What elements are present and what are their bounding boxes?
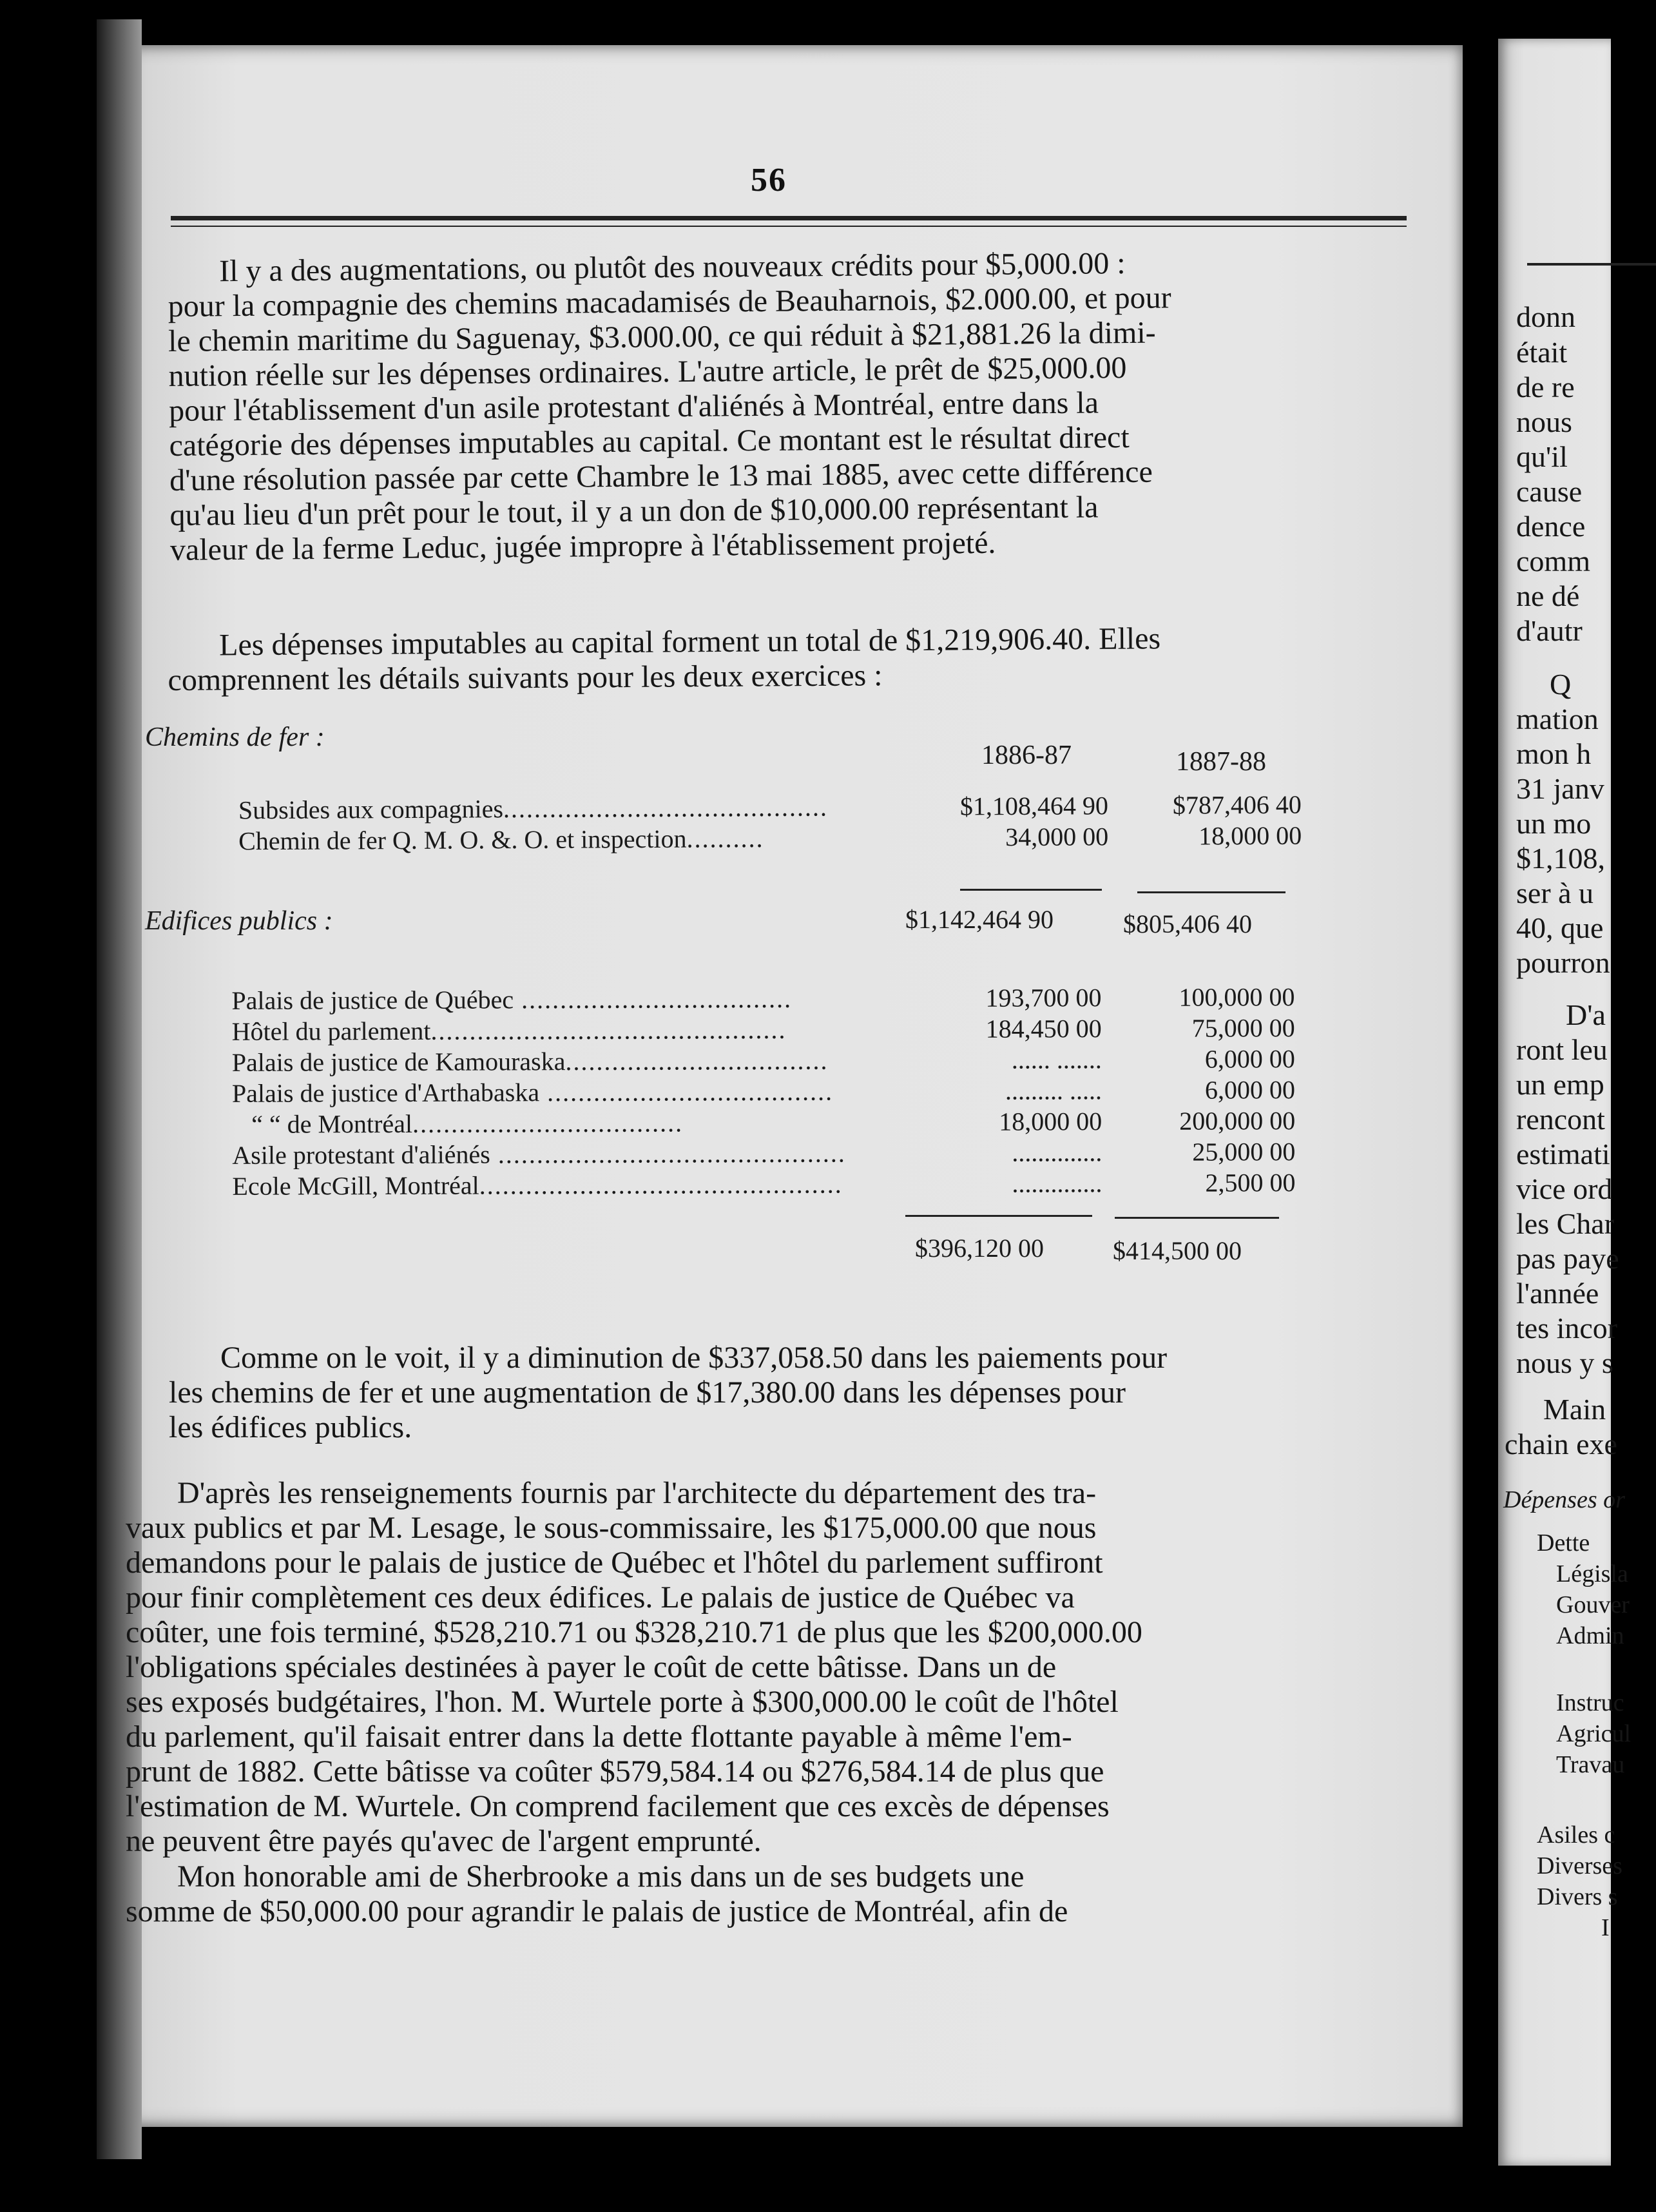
right-list-item: Travau [1556,1751,1625,1778]
row-label: Ecole McGill, Montréal [232,1170,479,1201]
right-text-line: ne dé [1516,579,1580,612]
leader-dots: ............................................... [479,1169,843,1200]
amount-1887-88: 25,000 00 [1192,1136,1296,1167]
text-line: pour l'établissement d'un asile protestant d'aliénés à Montréal, entre dans la [168,385,1099,428]
amount-1886-87: $1,108,464 90 [959,790,1108,820]
right-list-item: Diverses [1537,1852,1622,1879]
paragraph-sherbrooke [126,1859,1360,1929]
row-label: Chemin de fer Q. M. O. &. O. et inspection [238,824,687,855]
right-list-item: Admin [1556,1622,1624,1649]
text-line: d'une résolution passée par cette Chambre le 13 mai 1885, avec cette différence [169,454,1153,498]
text-line: Comme on le voit, il y a diminution de $337,058.50 dans les paiements pour [220,1341,1168,1375]
right-text-line: nous [1516,405,1572,438]
subtotal-rule [960,889,1102,891]
right-text-line: chain exe [1505,1428,1617,1460]
table-row [232,1136,1295,1170]
amount-1886-87: .............. [1012,1168,1102,1198]
right-text-line: 31 janv [1516,772,1604,805]
text-line: l'estimation de M. Wurtele. On comprend facilement que ces excès de dépenses [126,1789,1110,1823]
amount-1887-88: 2,500 00 [1205,1167,1296,1198]
right-text-line: pas paye [1516,1242,1619,1275]
text-line: demandons pour le palais de justice de Québec et l'hôtel du parlement suffiront [126,1546,1103,1580]
amount-1886-87: .............. [1012,1137,1102,1167]
row-label: “ “ de Montréal [251,1109,413,1139]
right-text-line: Q [1550,668,1572,701]
text-line: ses exposés budgétaires, l'hon. M. Wurtele porte à $300,000.00 le coût de l'hôtel [126,1685,1119,1719]
right-text-line: un mo [1516,807,1592,840]
amount-1886-87: 193,700 00 [985,982,1102,1013]
amount-1886-87: 18,000 00 [999,1106,1102,1136]
right-text-line: mon h [1516,737,1592,770]
right-text-line: pourron [1516,946,1610,979]
leader-dots: ..................................... [539,1076,834,1107]
table-row [231,981,1295,1016]
amount-1886-87: 184,450 00 [985,1013,1102,1043]
paragraph-comparison [169,1341,1361,1445]
text-line: les édifices publics. [169,1410,412,1444]
subtotal-rule [1115,1217,1279,1219]
right-page-edge [1498,39,1632,2166]
railways-total-1886-87: $1,142,464 90 [905,905,1054,934]
right-text-line: comm [1516,545,1590,577]
right-list-item: Gouver [1556,1591,1630,1618]
amount-1887-88: 6,000 00 [1204,1043,1295,1074]
right-text-line: 40, que [1516,911,1604,944]
amount-1887-88: 18,000 00 [1198,820,1302,851]
amount-1886-87: ...... ....... [1011,1044,1102,1074]
text-line: pour finir complètement ces deux édifices. Le palais de justice de Québec va [126,1580,1075,1615]
text-line: prunt de 1882. Cette bâtisse va coûter $579,584.14 ou $276,584.14 de plus que [126,1754,1104,1789]
row-label: Asile protestant d'aliénés [232,1139,490,1170]
text-line: valeur de la ferme Leduc, jugée impropre à l'établissement projeté. [169,525,996,567]
subtotal-rule [1137,891,1285,893]
leader-dots: ............................................. [490,1138,846,1169]
text-line: Il y a des augmentations, ou plutôt des nouveaux crédits pour $5,000.00 : [218,246,1126,289]
right-list-item: Asiles c [1537,1821,1615,1848]
text-line: du parlement, qu'il faisait entrer dans la dette flottante payable à même l'em- [126,1720,1072,1754]
right-text-line: cause [1516,475,1583,508]
page-number: 56 [751,162,787,199]
text-line: coûter, une fois terminé, $528,210.71 ou $328,210.71 de plus que les $200,000.00 [126,1615,1142,1649]
right-list-item: Dette [1537,1529,1590,1557]
amount-1886-87: ......... ..... [1005,1075,1102,1105]
leader-dots: .......................................... [503,792,829,823]
table-row [232,1012,1295,1047]
row-label: Palais de justice de Kamouraska [231,1046,566,1077]
text-line: comprennent les détails suivants pour les deux exercices : [168,658,883,697]
amount-1887-88: 6,000 00 [1204,1074,1296,1105]
section-heading-public-buildings: Edifices publics : [145,906,333,936]
header-rule-thin [171,226,1407,227]
right-header-rule [1527,263,1656,266]
text-line: l'obligations spéciales destinées à payer le coût de cette bâtisse. Dans un de [126,1650,1057,1684]
subtotal-rule [905,1215,1092,1217]
right-text-line: qu'il [1516,440,1568,473]
text-line: ne peuvent être payés qu'avec de l'argent emprunté. [126,1824,762,1858]
text-line: Mon honorable ami de Sherbrooke a mis dans un de ses budgets une [177,1859,1025,1894]
leader-dots: .................................. [565,1045,829,1076]
header-rule-thick [171,216,1407,220]
amount-1887-88: 200,000 00 [1179,1105,1296,1136]
paragraph-augmentations [168,244,1362,568]
right-text-line: $1,108, [1516,842,1605,875]
text-line: somme de $50,000.00 pour agrandir le palais de justice de Montréal, afin de [126,1894,1068,1928]
amount-1887-88: 100,000 00 [1179,982,1295,1012]
right-text-line: estimati [1516,1138,1610,1170]
amount-1887-88: $787,406 40 [1172,790,1302,820]
right-text-line: était [1516,336,1568,369]
text-line: le chemin maritime du Saguenay, $3.000.00, ce qui réduit à $21,881.26 la dimi- [168,315,1156,358]
right-list-item: Divers s [1537,1883,1618,1910]
public-buildings-table [231,981,1295,1201]
year-column-1886-87: 1886-87 [981,741,1072,770]
right-text-line: d'autr [1516,614,1583,647]
text-line: vaux publics et par M. Lesage, le sous-commissaire, les $175,000.00 que nous [126,1511,1097,1545]
table-row [232,1105,1295,1140]
year-column-1887-88: 1887-88 [1176,747,1266,777]
text-line: qu'au lieu d'un prêt pour le tout, il y a un don de $10,000.00 représentant la [169,490,1099,532]
right-text-line: ser à u [1516,877,1594,909]
right-text-line: D'a [1566,998,1606,1031]
amount-1886-87: 34,000 00 [1005,821,1109,851]
amount-1887-88: 75,000 00 [1191,1013,1295,1043]
right-text-line: l'année [1516,1277,1599,1310]
text-line: pour la compagnie des chemins macadamisés de Beauharnois, $2.000.00, et pour [168,280,1171,324]
right-text-line: Main [1543,1393,1606,1426]
right-text-line: vice ord [1516,1172,1613,1205]
railways-total-1887-88: $805,406 40 [1123,909,1252,938]
right-list-item: Instruc [1556,1689,1624,1716]
right-text-line: rencont [1516,1103,1605,1136]
row-label: Hôtel du parlement [231,1016,431,1046]
buildings-total-1886-87: $396,120 00 [915,1234,1044,1263]
right-text-line: donn [1516,300,1575,333]
leader-dots: .......... [686,823,764,853]
text-line: nution réelle sur les dépenses ordinaires. L'autre article, le prêt de $25,000.00 [168,351,1127,393]
text-line: catégorie des dépenses imputables au capital. Ce montant est le résultat direct [169,420,1130,463]
right-text-line: ront leu [1516,1033,1608,1066]
table-row [238,789,1302,826]
leader-dots: ................................... [514,984,793,1014]
leader-dots: ................................... [412,1107,684,1138]
table-row [232,1074,1295,1109]
right-text-line: les Char [1516,1207,1615,1240]
right-list-item: Législa [1556,1560,1628,1587]
right-list-item: Agricul [1556,1720,1632,1747]
row-label: Subsides aux compagnies [238,793,504,824]
section-heading-railways: Chemins de fer : [145,723,325,752]
right-text-line: dence [1516,510,1586,543]
text-line: Les dépenses imputables au capital forment un total de $1,219,906.40. Elles [218,621,1161,663]
right-text-line: nous y s [1516,1346,1613,1379]
row-label: Palais de justice de Québec [231,984,514,1015]
right-text-line: un emp [1516,1068,1604,1101]
table-row [232,1043,1295,1078]
text-line: D'après les renseignements fournis par l'architecte du département des tra- [177,1476,1097,1510]
right-list-item: I [1601,1914,1610,1941]
right-section-heading: Dépenses or [1503,1486,1625,1513]
paragraph-architect-report [126,1476,1360,1859]
table-row [232,1167,1295,1201]
leader-dots: .............................................. [430,1014,787,1045]
text-line: les chemins de fer et une augmentation de $17,380.00 dans les dépenses pour [169,1375,1126,1410]
row-label: Palais de justice d'Arthabaska [231,1077,540,1108]
buildings-total-1887-88: $414,500 00 [1113,1236,1242,1265]
right-text-line: de re [1516,371,1575,403]
railways-table [238,789,1302,857]
right-text-line: mation [1516,703,1599,735]
right-text-line: tes incor [1516,1312,1618,1344]
table-row [238,820,1302,857]
paragraph-capital-expenses [168,620,1360,698]
